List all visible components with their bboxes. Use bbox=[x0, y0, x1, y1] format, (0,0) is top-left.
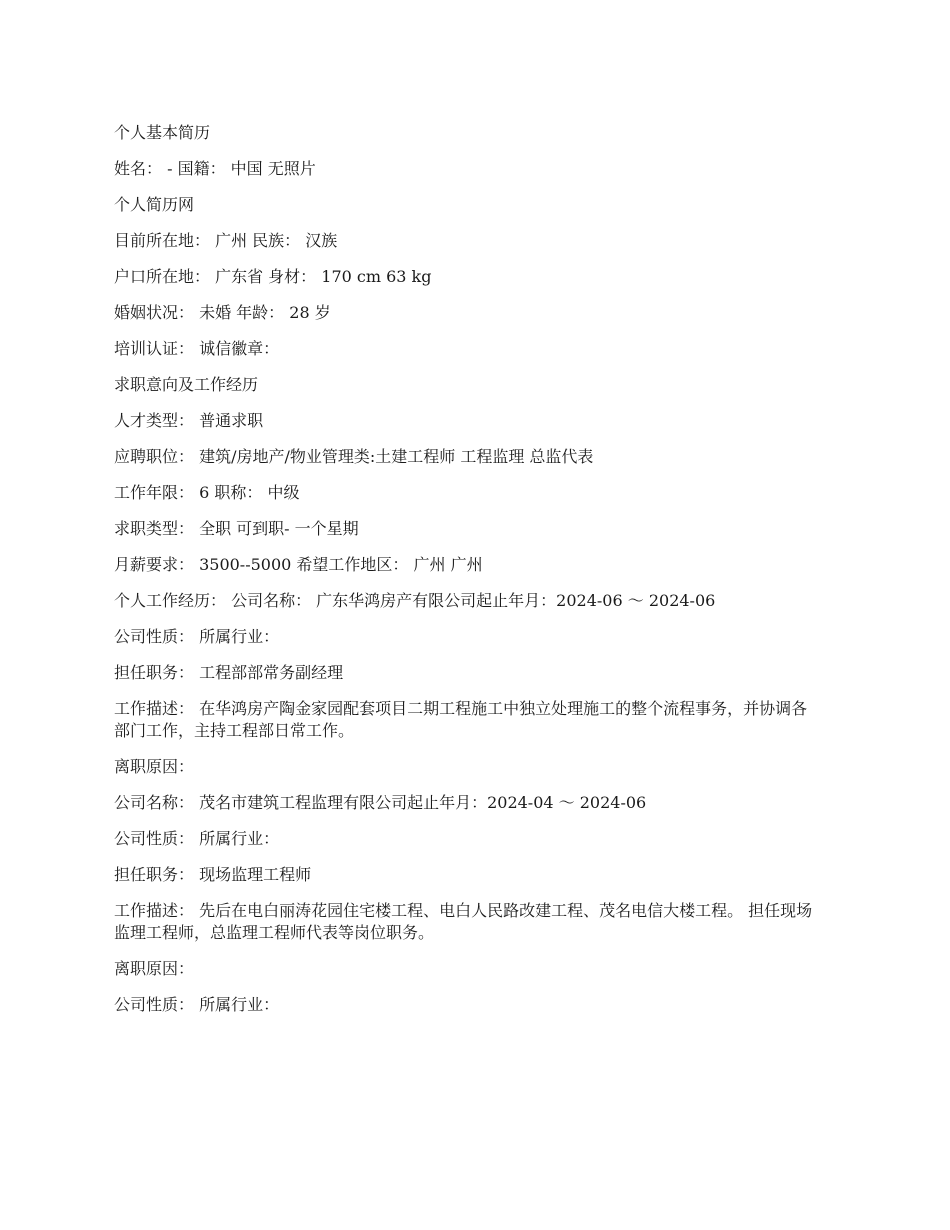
company-2-leave-reason-line: 离职原因： bbox=[114, 959, 195, 978]
location-ethnicity-line: 目前所在地： 广州 民族： 汉族 bbox=[114, 231, 338, 250]
certification-line: 培训认证： 诚信徽章： bbox=[114, 339, 280, 358]
source-line: 个人简历网 bbox=[114, 195, 195, 214]
resume-document bbox=[114, 122, 814, 1030]
job-type-line: 求职类型： 全职 可到职- 一个星期 bbox=[114, 519, 359, 538]
company-2-line: 公司名称： 茂名市建筑工程监理有限公司起止年月：2024-04 ～ 2024-06 bbox=[114, 793, 647, 812]
marital-age-line: 婚姻状况： 未婚 年龄： 28 岁 bbox=[114, 303, 331, 322]
years-title-line: 工作年限： 6 职称： 中级 bbox=[114, 483, 300, 502]
company-3-nature-industry-line: 公司性质： 所属行业： bbox=[114, 995, 280, 1014]
company-2-role-line: 担任职务： 现场监理工程师 bbox=[114, 865, 312, 884]
applied-position-line: 应聘职位： 建筑/房地产/物业管理类:土建工程师 工程监理 总监代表 bbox=[114, 447, 594, 466]
resume-title: 个人基本简历 bbox=[114, 123, 211, 142]
company-2-nature-industry-line: 公司性质： 所属行业： bbox=[114, 829, 280, 848]
talent-type-line: 人才类型： 普通求职 bbox=[114, 411, 264, 430]
section-heading-intent-experience: 求职意向及工作经历 bbox=[114, 375, 259, 394]
company-2-description-line: 工作描述： 先后在电白丽涛花园住宅楼工程、电白人民路改建工程、茂名电信大楼工程。 担任现场监理工程师，总监理工程师代表等岗位职务。 bbox=[114, 901, 813, 942]
hukou-physique-line: 户口所在地： 广东省 身材： 170 cm 63 kg bbox=[114, 267, 432, 286]
company-1-nature-industry-line: 公司性质： 所属行业： bbox=[114, 627, 280, 646]
company-1-description-line: 工作描述： 在华鸿房产陶金家园配套项目二期工程施工中独立处理施工的整个流程事务，并协调各部门工作，主持工程部日常工作。 bbox=[114, 699, 808, 740]
company-1-leave-reason-line: 离职原因： bbox=[114, 757, 195, 776]
company-1-role-line: 担任职务： 工程部部常务副经理 bbox=[114, 663, 344, 682]
salary-region-line: 月薪要求： 3500--5000 希望工作地区： 广州 广州 bbox=[114, 555, 483, 574]
work-history-company-1-line: 个人工作经历： 公司名称： 广东华鸿房产有限公司起止年月：2024-06 ～ 2024-06 bbox=[114, 591, 716, 610]
name-nationality-line: 姓名： - 国籍： 中国 无照片 bbox=[114, 159, 316, 178]
